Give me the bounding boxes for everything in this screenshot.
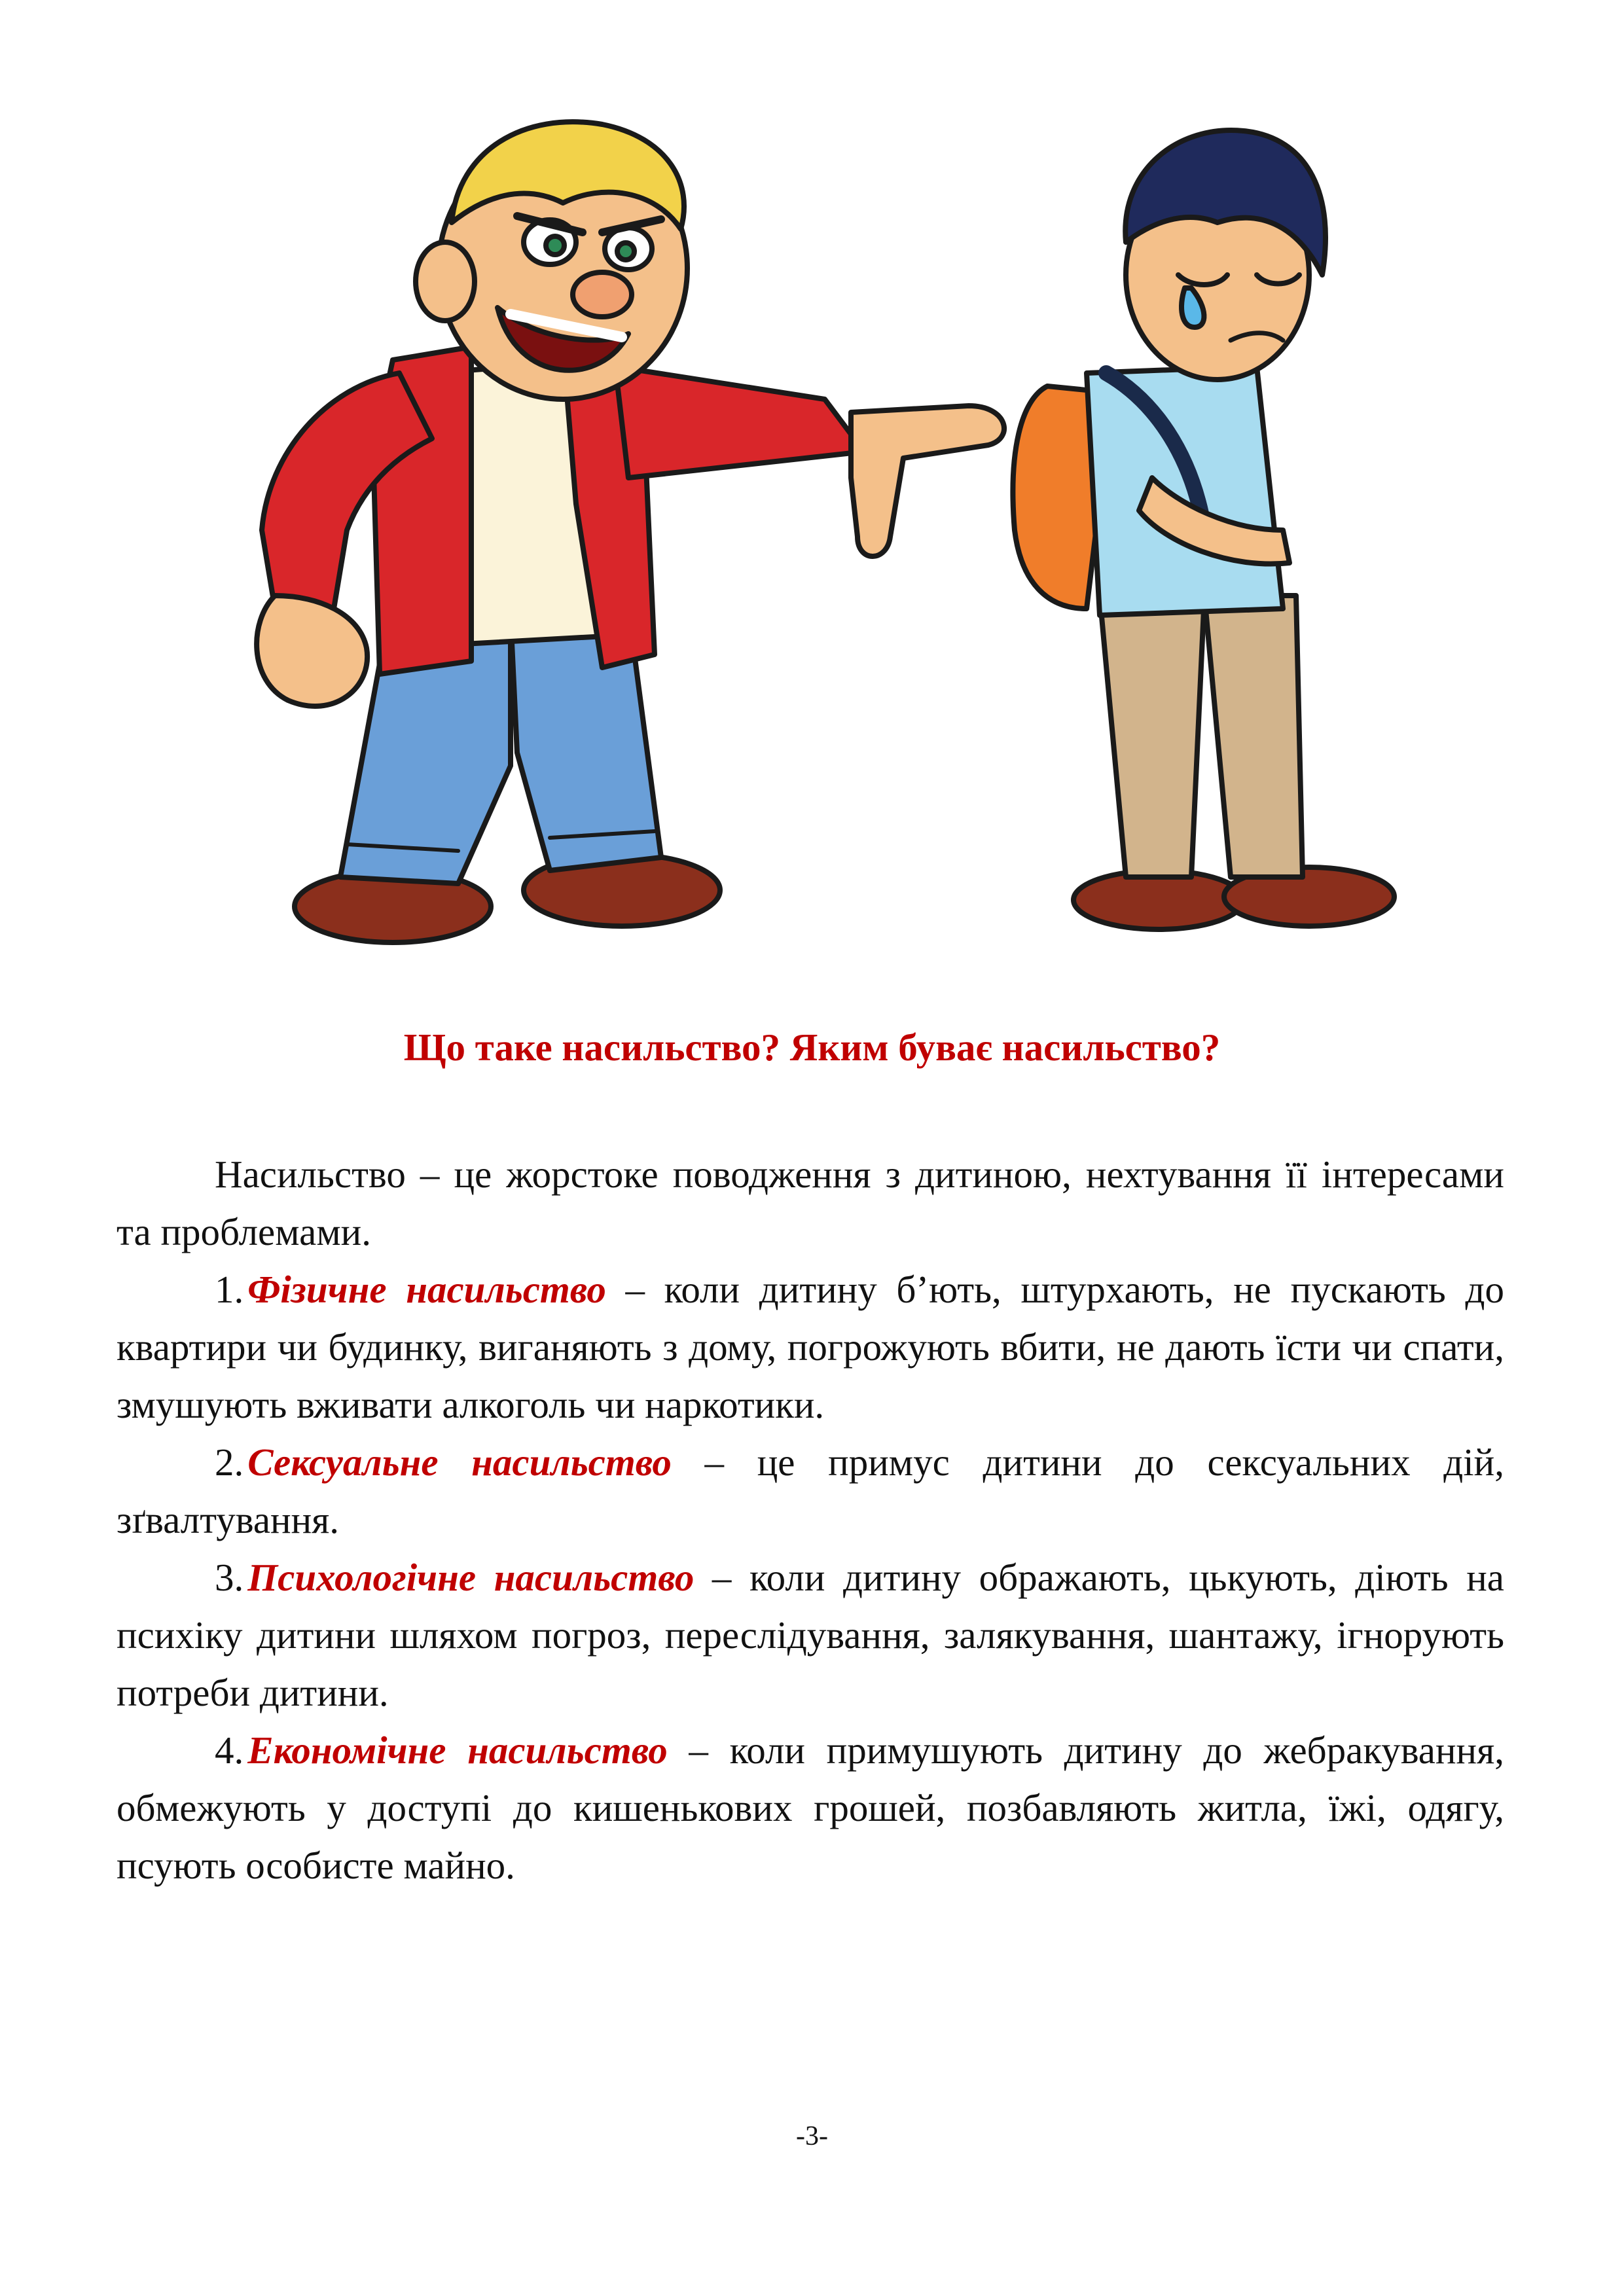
item-text: – коли примушують дитину до жебракування, обмежують у доступі до кишенькових грошей, позбавляють житла, їжі, одягу, псують особисте майно. [117, 1729, 1504, 1887]
item-term: Сексуальне насильство [247, 1441, 672, 1484]
item-term: Психологічне насильство [247, 1556, 695, 1599]
item-text: – коли дитину ображають, цькують, діють на психіку дитини шляхом погроз, переслідування, залякування, шантажу, ігнорують потреби дитини. [117, 1556, 1504, 1714]
victim-figure [1013, 130, 1394, 929]
list-item [117, 1261, 1504, 1433]
bully-figure [257, 122, 1004, 942]
body-text [117, 1145, 1504, 1894]
page-heading: Що таке насильство? Яким буває насильство? [403, 1026, 1221, 1069]
list-item [117, 1721, 1504, 1894]
item-number: 4. [215, 1729, 244, 1772]
intro-paragraph: Насильство – це жорстоке поводження з дитиною, нехтування її інтересами та проблемами. [117, 1153, 1504, 1253]
item-term: Економічне насильство [247, 1729, 668, 1772]
item-number: 1. [215, 1268, 244, 1311]
list-item [117, 1433, 1504, 1549]
item-term: Фізичне насильство [247, 1268, 606, 1311]
bullying-illustration [236, 111, 1401, 962]
item-number: 3. [215, 1556, 244, 1599]
item-number: 2. [215, 1441, 244, 1484]
item-text: – це примус дитини до сексуальних дій, зґвалтування. [117, 1441, 1504, 1541]
item-text: – коли дитину б’ють, штурхають, не пускають до квартири чи будинку, виганяють з дому, погрожують вбити, не дають їсти чи спати, змушують вживати алкоголь чи наркотики. [117, 1268, 1504, 1426]
list-item [117, 1549, 1504, 1721]
page-number: -3- [796, 2121, 828, 2151]
